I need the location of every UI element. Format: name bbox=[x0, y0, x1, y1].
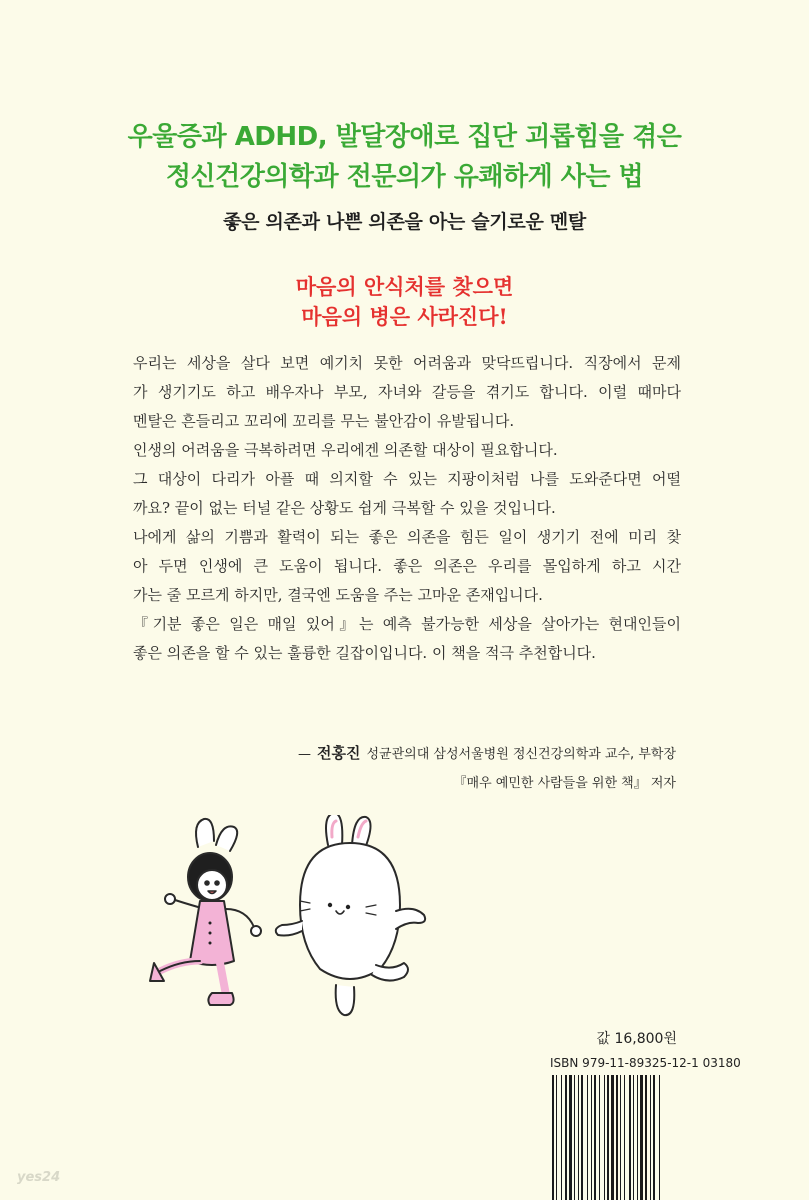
barcode-bar bbox=[591, 1075, 592, 1200]
endorser-dash: — bbox=[298, 747, 312, 762]
endorser-book: 『매우 예민한 사람들을 위한 책』 저자 bbox=[453, 776, 676, 791]
barcode-bar bbox=[594, 1075, 596, 1200]
barcode-bar bbox=[620, 1075, 621, 1200]
body-line: 멘탈은 흔들리고 꼬리에 꼬리를 무는 불안감이 유발됩니다. bbox=[133, 412, 515, 430]
endorser-signature bbox=[298, 742, 676, 763]
body-line: 아 두면 인생에 큰 도움이 됩니다. 좋은 의존은 우리를 몰입하게 하고 시간 bbox=[133, 557, 681, 575]
price-label: 값 16,800원 bbox=[596, 1031, 677, 1047]
barcode-bar bbox=[650, 1075, 651, 1200]
barcode-bar bbox=[574, 1075, 575, 1200]
body-line: 인생의 어려움을 극복하려면 우리에겐 의존할 대상이 필요합니다. bbox=[133, 441, 558, 459]
isbn-label: ISBN 979-11-89325-12-1 03180 bbox=[550, 1056, 741, 1070]
body-line: 가 생기기도 하고 배우자나 부모, 자녀와 갈등을 겪기도 합니다. 이럴 때마다 bbox=[133, 383, 681, 401]
barcode-bar bbox=[607, 1075, 609, 1200]
barcode-bar bbox=[587, 1075, 588, 1200]
barcode-bar bbox=[637, 1075, 638, 1200]
barcode-bar bbox=[578, 1075, 579, 1200]
barcode-bar bbox=[556, 1075, 557, 1200]
isbn-barcode bbox=[552, 1075, 682, 1200]
barcode-bar bbox=[616, 1075, 618, 1200]
body-line: 『기분 좋은 일은 매일 있어』는 예측 불가능한 세상을 살아가는 현대인들이 bbox=[133, 615, 681, 633]
barcode-bar bbox=[581, 1075, 583, 1200]
subtitle: 좋은 의존과 나쁜 의존을 아는 슬기로운 멘탈 bbox=[223, 211, 586, 233]
headline-line-2: 정신건강의학과 전문의가 유쾌하게 사는 법 bbox=[165, 162, 644, 192]
barcode-bar bbox=[599, 1075, 600, 1200]
bunny-figure bbox=[276, 815, 425, 1015]
body-line: 까요? 끝이 없는 터널 같은 상황도 쉽게 극복할 수 있을 것입니다. bbox=[133, 499, 556, 517]
barcode-bar bbox=[624, 1075, 625, 1200]
girl-figure bbox=[150, 819, 261, 1005]
barcode-bar bbox=[611, 1075, 614, 1200]
barcode-bar bbox=[561, 1075, 562, 1200]
barcode-bar bbox=[645, 1075, 647, 1200]
endorser-affiliation: 성균관의대 삼성서울병원 정신건강의학과 교수, 부학장 bbox=[366, 747, 676, 762]
endorsement-body bbox=[133, 349, 681, 668]
barcode-bar bbox=[604, 1075, 605, 1200]
yes24-watermark: yes24 bbox=[17, 1170, 61, 1185]
barcode-bar bbox=[569, 1075, 572, 1200]
barcode-bar bbox=[629, 1075, 631, 1200]
body-line: 그 대상이 다리가 아플 때 의지할 수 있는 지팡이처럼 나를 도와준다면 어떨 bbox=[133, 470, 681, 488]
red-headline-line-2: 마음의 병은 사라진다! bbox=[301, 304, 508, 329]
body-line: 좋은 의존을 할 수 있는 훌륭한 길잡이입니다. 이 책을 적극 추천합니다. bbox=[133, 644, 596, 662]
headline-line-1: 우울증과 ADHD, 발달장애로 집단 괴롭힘을 겪은 bbox=[127, 122, 682, 152]
body-line: 우리는 세상을 살다 보면 예기치 못한 어려움과 맞닥뜨립니다. 직장에서 문제 bbox=[133, 354, 681, 372]
endorser-name: 전홍진 bbox=[317, 744, 361, 762]
barcode-bar bbox=[565, 1075, 567, 1200]
body-line: 가는 줄 모르게 하지만, 결국엔 도움을 주는 고마운 존재입니다. bbox=[133, 586, 543, 604]
girl-and-bunny-illustration bbox=[140, 815, 440, 1035]
barcode-bar bbox=[640, 1075, 643, 1200]
barcode-bar bbox=[653, 1075, 655, 1200]
barcode-bar bbox=[659, 1075, 660, 1200]
red-headline-line-1: 마음의 안식처를 찾으면 bbox=[295, 274, 514, 299]
barcode-bar bbox=[633, 1075, 634, 1200]
barcode-bar bbox=[552, 1075, 554, 1200]
body-line: 나에게 삶의 기쁨과 활력이 되는 좋은 의존을 힘든 일이 생기기 전에 미리 찾 bbox=[133, 528, 681, 546]
